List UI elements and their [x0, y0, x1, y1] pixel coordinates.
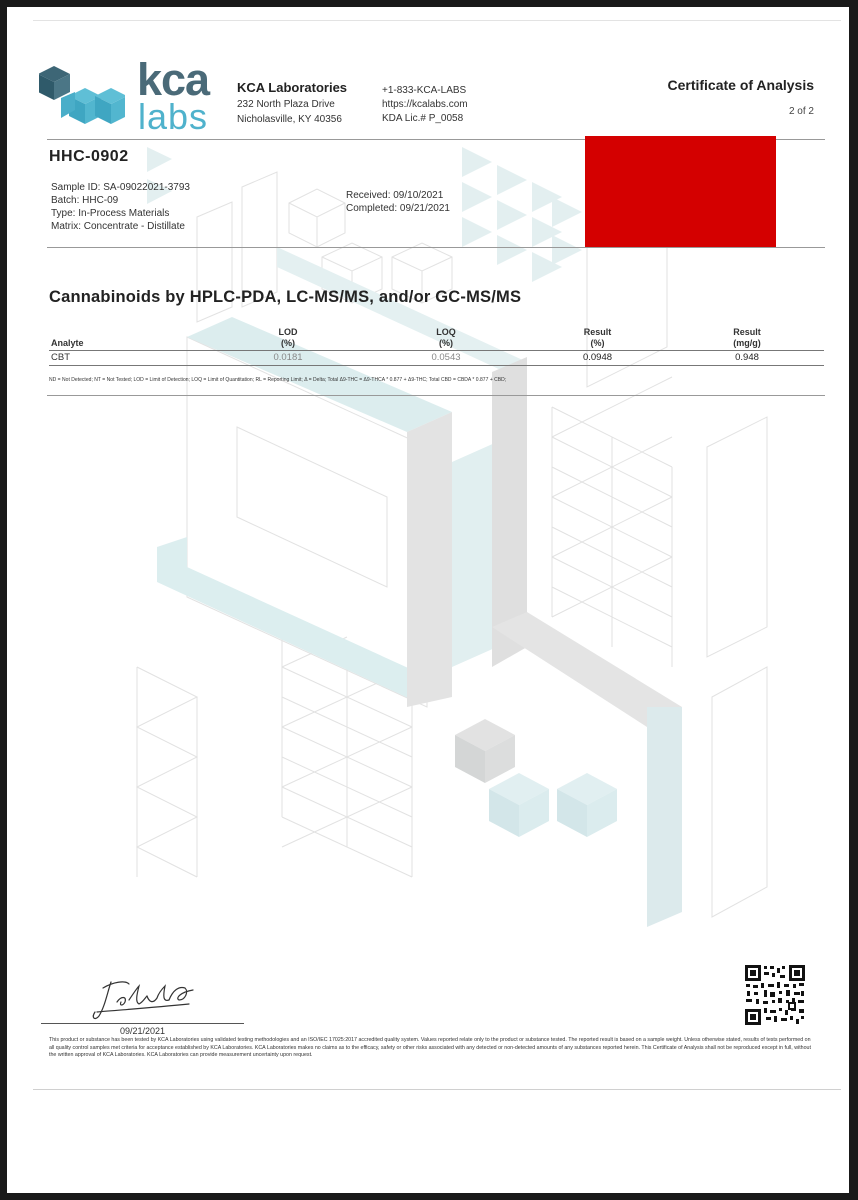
cell-result-pct: 0.0948 [582, 352, 613, 363]
divider [47, 247, 825, 248]
col-analyte: Analyte [51, 338, 84, 348]
logo-wordmark-labs: labs [138, 96, 209, 137]
results-table [49, 327, 824, 366]
cell-lod: 0.0181 [273, 352, 303, 363]
sample-type: Type: In-Process Materials [51, 208, 170, 219]
signature-line [41, 1023, 244, 1024]
handwritten-signature [89, 974, 209, 1024]
lab-phone: +1-833-KCA-LABS [382, 85, 467, 96]
lab-address-line2: Nicholasville, KY 40356 [237, 114, 342, 125]
table-header-row [49, 327, 824, 351]
qr-code-icon[interactable] [744, 964, 806, 1026]
sample-matrix: Matrix: Concentrate - Distillate [51, 221, 185, 232]
kca-logo-cubes-icon [39, 64, 125, 136]
document-title: Certificate of Analysis [667, 77, 814, 93]
col-lod: LOD (%) [278, 327, 298, 348]
received-date: Received: 09/10/2021 [346, 190, 444, 201]
lab-address-line1: 232 North Plaza Drive [237, 99, 335, 110]
certificate-page [7, 7, 849, 1193]
divider [47, 395, 825, 396]
logo-wordmark-kca: kca [137, 54, 210, 105]
cell-result-mg: 0.948 [735, 352, 759, 363]
top-border [33, 20, 841, 21]
cell-analyte: CBT [51, 352, 70, 363]
signature-date: 09/21/2021 [119, 1026, 166, 1036]
sample-name: HHC-0902 [49, 148, 129, 165]
col-result-mg: Result (mg/g) [733, 327, 761, 348]
lab-website: https://kcalabs.com [382, 99, 468, 110]
completed-date: Completed: 09/21/2021 [346, 203, 450, 214]
sample-id: Sample ID: SA-09022021-3793 [51, 182, 190, 193]
page-number: 2 of 2 [788, 106, 814, 117]
col-result-pct: Result (%) [583, 327, 612, 348]
sample-dates [346, 189, 450, 215]
disclaimer-text: This product or substance has been tested by KCA Laboratories using validated testing methodologies and an ISO/IEC 17025:2017 accredited quality system. Values reported relate only to the product or substance tested. The reported result is based on a sample weight. Unless otherwise stated, results of tests performed on all quality control samples met criteria for acceptance established by KCA Laboratories. KCA Laboratories makes no claims as to the efficacy, safety or other risks associated with any detected or non-detected amounts of any substances reported herein. This Certificate of Analysis shall not be reproduced except in full, without the written approval of KCA Laboratories. KCA Laboratories can provide measurement uncertainty upon request. [49, 1037, 811, 1058]
cell-loq: 0.0543 [431, 352, 461, 363]
sample-batch: Batch: HHC-09 [51, 195, 119, 206]
sample-details [51, 181, 190, 233]
bottom-border [33, 1089, 841, 1090]
table-row [49, 351, 824, 366]
col-loq: LOQ (%) [436, 327, 456, 348]
lab-license: KDA Lic.# P_0058 [382, 113, 464, 124]
section-title: Cannabinoids by HPLC-PDA, LC-MS/MS, and/or GC-MS/MS [49, 288, 522, 306]
redaction-box [585, 136, 776, 248]
lab-name: KCA Laboratories [237, 80, 348, 95]
abbreviations-footnote: ND = Not Detected; NT = Not Tested; LOD = Limit of Detection; LOQ = Limit of Quantitation; RL = Reporting Limit; Δ = Delta; Total Δ9-THC = Δ9-THCA * 0.877 + Δ9-THC; Total CBD = CBDA * 0.877 + CBD; [49, 377, 507, 383]
